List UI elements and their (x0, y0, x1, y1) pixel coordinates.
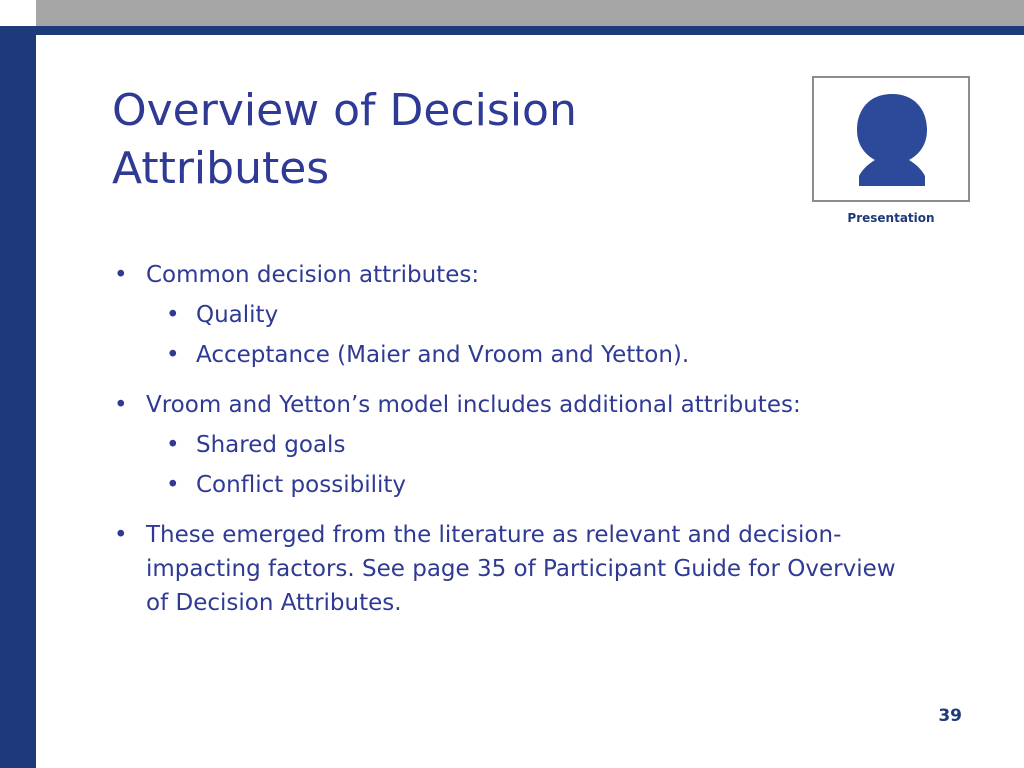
presentation-caption: Presentation (847, 211, 935, 225)
slide-title: Overview of Decision Attributes (112, 85, 577, 194)
bullet-list (112, 258, 912, 636)
bullet-group (112, 388, 912, 502)
top-navy-bar (0, 26, 1024, 35)
sub-bullet-item: • Shared goals (112, 428, 912, 462)
presentation-icon-frame (812, 76, 970, 202)
sub-bullet-item: • Conflict possibility (112, 468, 912, 502)
bullet-item: • Common decision attributes: (112, 258, 912, 292)
bullet-group (112, 258, 912, 372)
presenter-silhouette-icon (850, 92, 934, 188)
bullet-group (112, 518, 912, 620)
left-navy-bar (0, 26, 36, 768)
top-gray-bar (36, 0, 1024, 26)
bullet-item: • Vroom and Yetton’s model includes additional attributes: (112, 388, 912, 422)
bullet-item: • These emerged from the literature as relevant and decision-impacting factors. See page 35 of Participant Guide for Overview of Decision Attributes. (112, 518, 912, 620)
page-number: 39 (938, 706, 962, 726)
sub-bullet-item: • Quality (112, 298, 912, 332)
sub-bullet-item: • Acceptance (Maier and Vroom and Yetton). (112, 338, 912, 372)
